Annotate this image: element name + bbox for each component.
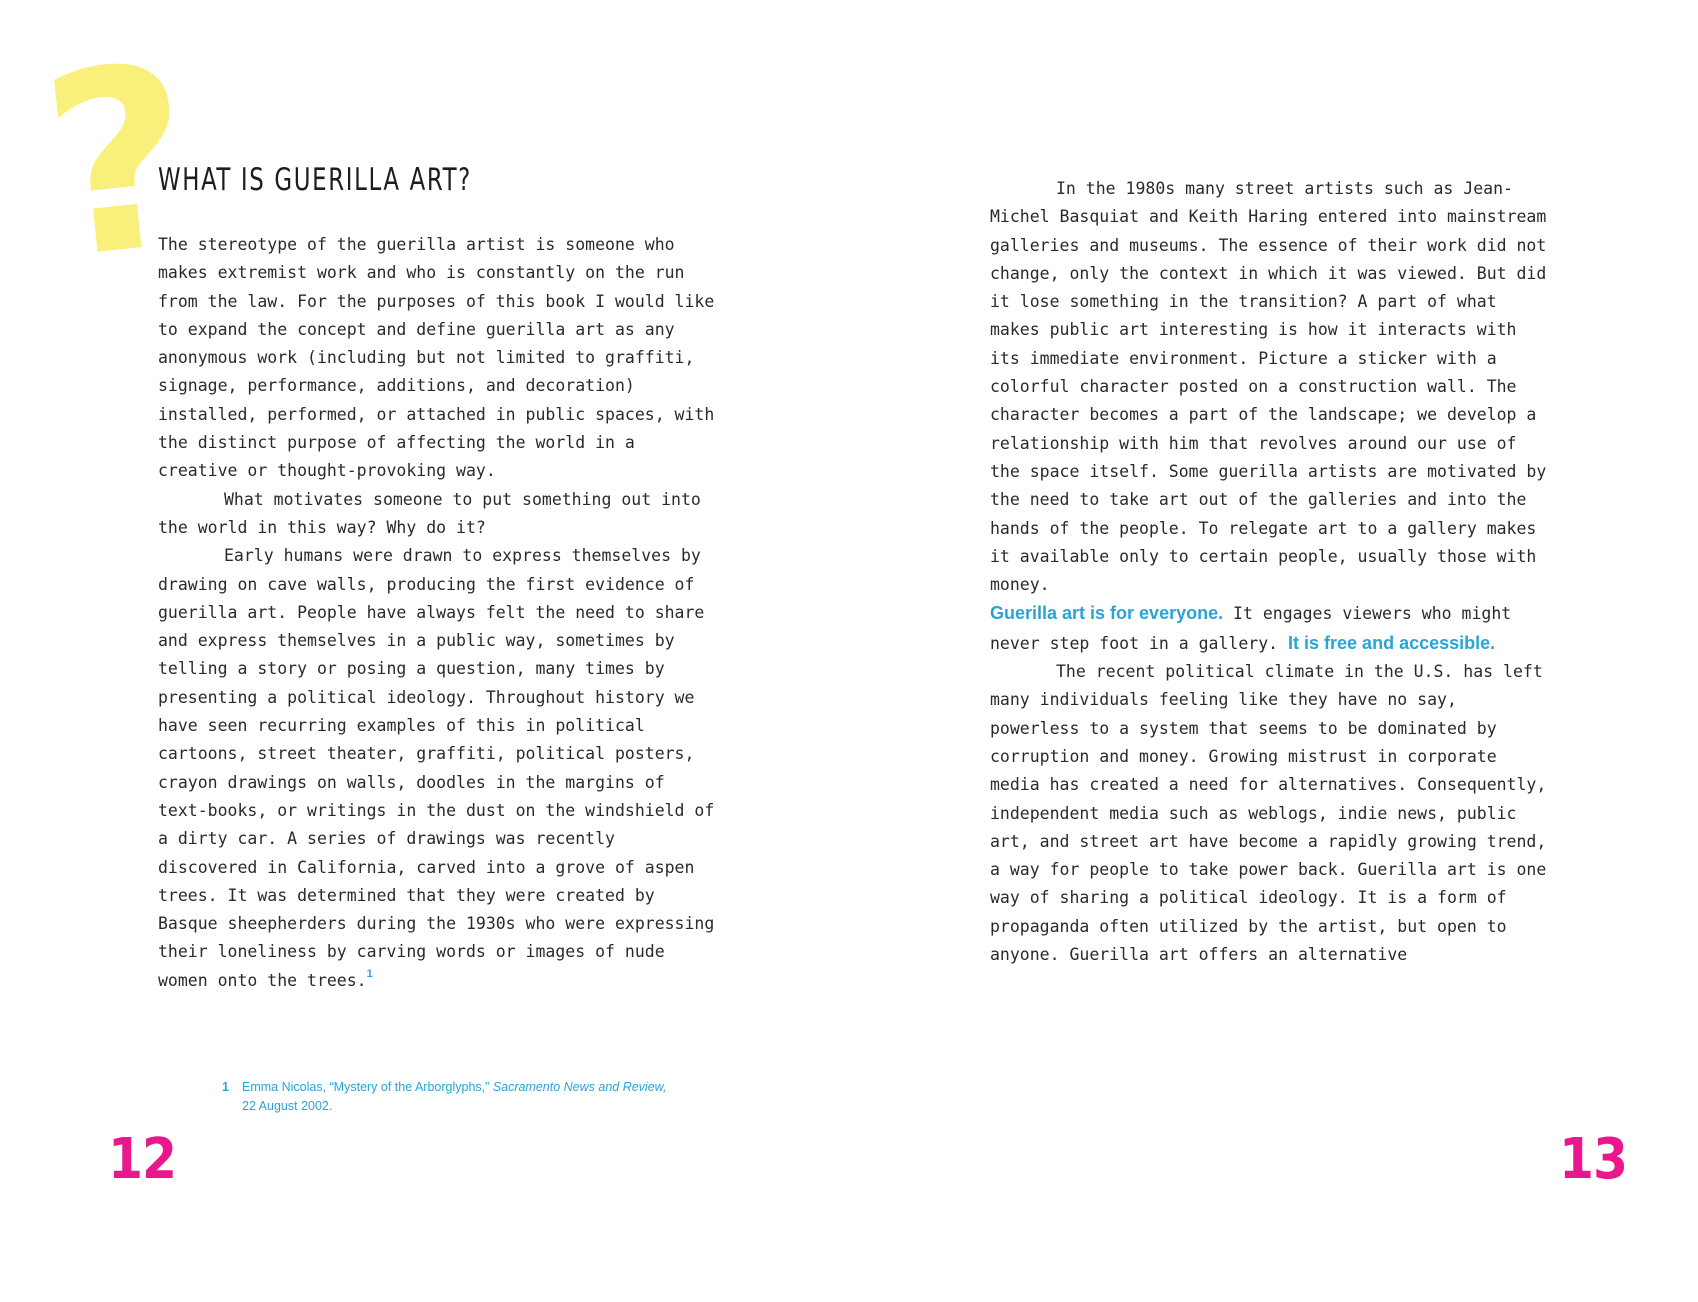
right-paragraph-1-mid: It engages viewers who might never step foot in a gallery. [990, 604, 1512, 653]
highlight-free-accessible: It is free and accessible. [1288, 632, 1496, 653]
page-title: WHAT IS GUERILLA ART? [158, 162, 472, 198]
page-number-right: 13 [1559, 1127, 1628, 1192]
left-paragraph-3-text: Early humans were drawn to express themselves by drawing on cave walls, producing the first evidence of guerilla art. People have always felt the need to share and express themselves in a public way, sometimes by telling a story or posing a question, many times by presenting a political ideology. Throughout history we have seen recurring examples of this in political cartoons, street theater, graffiti, political posters, crayon drawings on walls, doodles in the margins of text-books, or writings in the dust on the windshield of a dirty car. A series of drawings was recently discovered in California, carved into a grove of aspen trees. It was determined that they were created by Basque sheepherders during the 1930s who were expressing their loneliness by carving words or images of nude women onto the trees. [158, 546, 715, 990]
question-mark-graphic: ? [31, 10, 206, 315]
footnote [222, 1078, 742, 1116]
footnote-number: 1 [222, 1080, 229, 1094]
highlight-everyone: Guerilla art is for everyone. [990, 603, 1224, 624]
left-paragraph-3 [158, 542, 718, 995]
left-paragraph-1: The stereotype of the guerilla artist is someone who makes extremist work and who is constantly on the run from the law. For the purposes of this book I would like to expand the concept and define guerilla art as any anonymous work (including but not limited to graffiti, signage, performance, additions, and decoration) installed, performed, or attached in public spaces, with the distinct purpose of affecting the world in a creative or thought-provoking way. [158, 235, 715, 481]
right-paragraph-1-text: In the 1980s many street artists such as Jean-Michel Basquiat and Keith Haring entered into mainstream galleries and museums. The essence of their work did not change, only the context in which it was viewed. But did it lose something in the transition? A part of what makes public art interesting is how it interacts with its immediate environment. Picture a sticker with a colorful character posted on a construction wall. The character becomes a part of the landscape; we develop a relationship with him that revolves around our use of the space itself. Some guerilla artists are motivated by the need to take art out of the galleries and into the hands of the people. To relegate art to a gallery makes it available only to certain people, usually those with money. [990, 179, 1547, 595]
footnote-publication: Sacramento News and Review, [492, 1080, 667, 1094]
left-paragraph-2: What motivates someone to put something out into the world in this way? Why do it? [158, 489, 701, 537]
right-page [849, 0, 1698, 1302]
page-number-left: 12 [108, 1127, 177, 1192]
footnote-date: 22 August 2002. [242, 1099, 333, 1113]
footnote-reference[interactable]: 1 [366, 967, 373, 980]
footnote-author: Emma Nicolas, “Mystery of the Arborglyphs,” [242, 1080, 490, 1094]
left-body-text [158, 231, 718, 995]
right-paragraph-1 [990, 175, 1550, 658]
right-paragraph-2: The recent political climate in the U.S. has left many individuals feeling like they have no say, powerless to a system that seems to be dominated by corruption and money. Growing mistrust in corporate media has created a need for alternatives. Consequently, independent media such as weblogs, indie news, public art, and street art have become a rapidly growing trend, a way for people to take power back. Guerilla art is one way of sharing a political ideology. It is a form of propaganda often utilized by the artist, but open to anyone. Guerilla art offers an alternative [990, 662, 1547, 965]
right-body-text [990, 175, 1550, 969]
